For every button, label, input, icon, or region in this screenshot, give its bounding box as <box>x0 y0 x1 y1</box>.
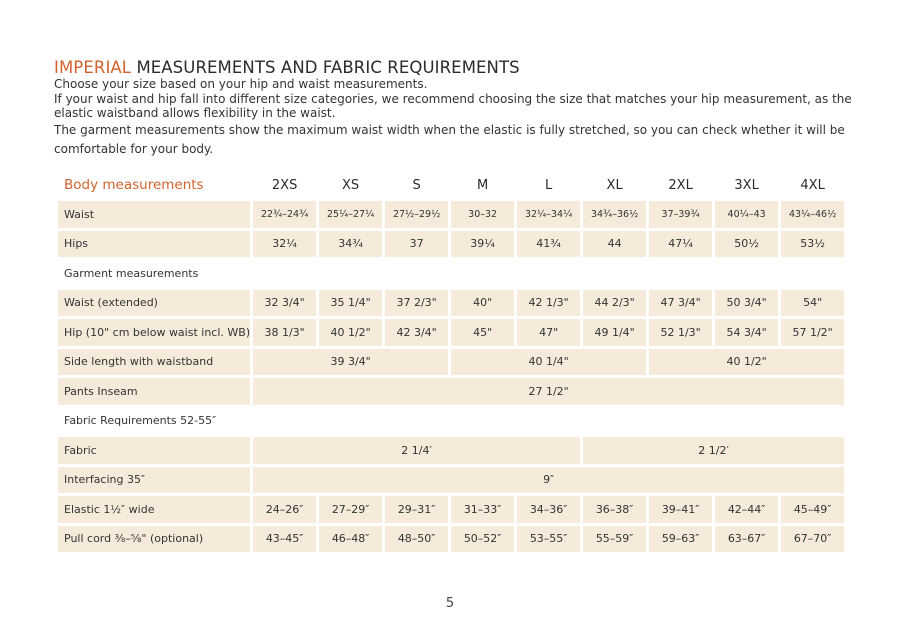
size-header: 2XS <box>271 177 298 193</box>
garment-section-row <box>58 260 844 287</box>
table-cell: 67–70″ <box>781 526 844 553</box>
table-cell: 42 1/3" <box>517 290 580 317</box>
table-cell: 45" <box>451 319 514 346</box>
row-label: Waist (extended) <box>58 290 250 317</box>
table-cell: 29–31″ <box>385 496 448 523</box>
table-cell: 30–32 <box>451 201 514 228</box>
table-cell: 37–39¾ <box>649 201 712 228</box>
table-cell: 53–55″ <box>517 526 580 553</box>
table-cell: 40 1/2" <box>319 319 382 346</box>
size-header: M <box>477 177 489 193</box>
fabric-row <box>58 437 844 464</box>
intro-line-1: Choose your size based on your hip and waist measurements. <box>54 77 428 91</box>
table-cell: 27½–29½ <box>385 201 448 228</box>
table-cell: 2 1/2′ <box>583 437 844 464</box>
table-cell: 54" <box>781 290 844 317</box>
heading-accent: IMPERIAL <box>54 58 132 77</box>
table-cell: 40 1/2" <box>649 349 844 376</box>
size-header: 3XL <box>734 177 759 193</box>
table-cell: 63–67″ <box>715 526 778 553</box>
table-cell: 32¼–34¼ <box>517 201 580 228</box>
intro-line-3: The garment measurements show the maximum waist width when the elastic is fully stretched, so you can check whether it will be comfortable for your body. <box>54 122 845 156</box>
table-cell: 32¼ <box>253 231 316 258</box>
row-label: Pull cord ⅜–⅝" (optional) <box>58 526 250 553</box>
waist-row <box>58 201 844 228</box>
table-cell: 39¼ <box>451 231 514 258</box>
table-cell: 50 3/4" <box>715 290 778 317</box>
table-cell: 36–38″ <box>583 496 646 523</box>
table-cell: 42 3/4" <box>385 319 448 346</box>
row-label: Hips <box>58 231 250 258</box>
table-cell: 37 2/3" <box>385 290 448 317</box>
table-cell: 54 3/4" <box>715 319 778 346</box>
table-cell: 41¾ <box>517 231 580 258</box>
table-cell: 25¼–27¼ <box>319 201 382 228</box>
elastic-row <box>58 496 844 523</box>
table-cell: 27–29″ <box>319 496 382 523</box>
row-label: Pants Inseam <box>58 378 250 405</box>
size-header: 2XL <box>668 177 693 193</box>
garment-section-label: Garment measurements <box>64 266 199 280</box>
interfacing-row <box>58 467 844 494</box>
table-cell: 2 1/4′ <box>253 437 580 464</box>
hips-row <box>58 231 844 258</box>
table-cell: 59–63″ <box>649 526 712 553</box>
table-cell: 40 1/4" <box>451 349 646 376</box>
table-cell: 50–52″ <box>451 526 514 553</box>
table-cell: 43–45″ <box>253 526 316 553</box>
size-chart-table <box>55 169 847 555</box>
pants-inseam-row <box>58 378 844 405</box>
row-label: Hip (10" cm below waist incl. WB) <box>58 319 250 346</box>
table-cell: 45–49″ <box>781 496 844 523</box>
table-cell: 35 1/4" <box>319 290 382 317</box>
heading-rest: MEASUREMENTS AND FABRIC REQUIREMENTS <box>131 58 520 77</box>
table-cell: 32 3/4" <box>253 290 316 317</box>
table-cell: 40¼–43 <box>715 201 778 228</box>
table-cell: 42–44″ <box>715 496 778 523</box>
table-cell: 34¾ <box>319 231 382 258</box>
table-cell: 39–41″ <box>649 496 712 523</box>
size-header: L <box>545 177 553 193</box>
table-cell: 44 2/3" <box>583 290 646 317</box>
pull-cord-row <box>58 526 844 553</box>
size-header: XS <box>342 177 360 193</box>
size-header: S <box>412 177 421 193</box>
table-cell: 31–33″ <box>451 496 514 523</box>
table-cell: 43¼–46½ <box>781 201 844 228</box>
table-cell: 34¾–36½ <box>583 201 646 228</box>
row-label: Interfacing 35″ <box>58 467 250 494</box>
table-cell: 22¾–24¾ <box>253 201 316 228</box>
size-header: 4XL <box>800 177 825 193</box>
table-cell: 48–50″ <box>385 526 448 553</box>
table-cell: 53½ <box>781 231 844 258</box>
row-label: Side length with waistband <box>58 349 250 376</box>
page-number: 5 <box>445 596 455 611</box>
section-heading <box>54 58 520 77</box>
size-header: XL <box>606 177 623 193</box>
table-cell: 47 3/4" <box>649 290 712 317</box>
table-cell: 40" <box>451 290 514 317</box>
table-cell: 46–48″ <box>319 526 382 553</box>
table-cell: 55–59″ <box>583 526 646 553</box>
table-cell: 9″ <box>253 467 844 494</box>
table-cell: 24–26″ <box>253 496 316 523</box>
table-cell: 47¼ <box>649 231 712 258</box>
waist-extended-row <box>58 290 844 317</box>
table-cell: 44 <box>583 231 646 258</box>
table-cell: 39 3/4" <box>253 349 448 376</box>
hip-row <box>58 319 844 346</box>
intro-line-2: If your waist and hip fall into different size categories, we recommend choosing the size that matches your hip measurement, as the elastic waistband allows flexibility in the waist. <box>54 91 852 121</box>
row-label: Fabric <box>58 437 250 464</box>
table-cell: 34–36″ <box>517 496 580 523</box>
table-cell: 37 <box>385 231 448 258</box>
table-cell: 52 1/3" <box>649 319 712 346</box>
fabric-section-row <box>58 408 844 435</box>
table-cell: 50½ <box>715 231 778 258</box>
intro-text <box>54 77 854 159</box>
fabric-section-label: Fabric Requirements 52-55″ <box>64 414 217 428</box>
body-measurements-header: Body measurements <box>64 177 204 193</box>
table-cell: 47" <box>517 319 580 346</box>
table-cell: 57 1/2" <box>781 319 844 346</box>
table-cell: 38 1/3" <box>253 319 316 346</box>
row-label: Waist <box>58 201 250 228</box>
row-label: Elastic 1½″ wide <box>58 496 250 523</box>
header-row <box>58 172 844 198</box>
table-cell: 27 1/2" <box>253 378 844 405</box>
side-length-row <box>58 349 844 376</box>
table-cell: 49 1/4" <box>583 319 646 346</box>
